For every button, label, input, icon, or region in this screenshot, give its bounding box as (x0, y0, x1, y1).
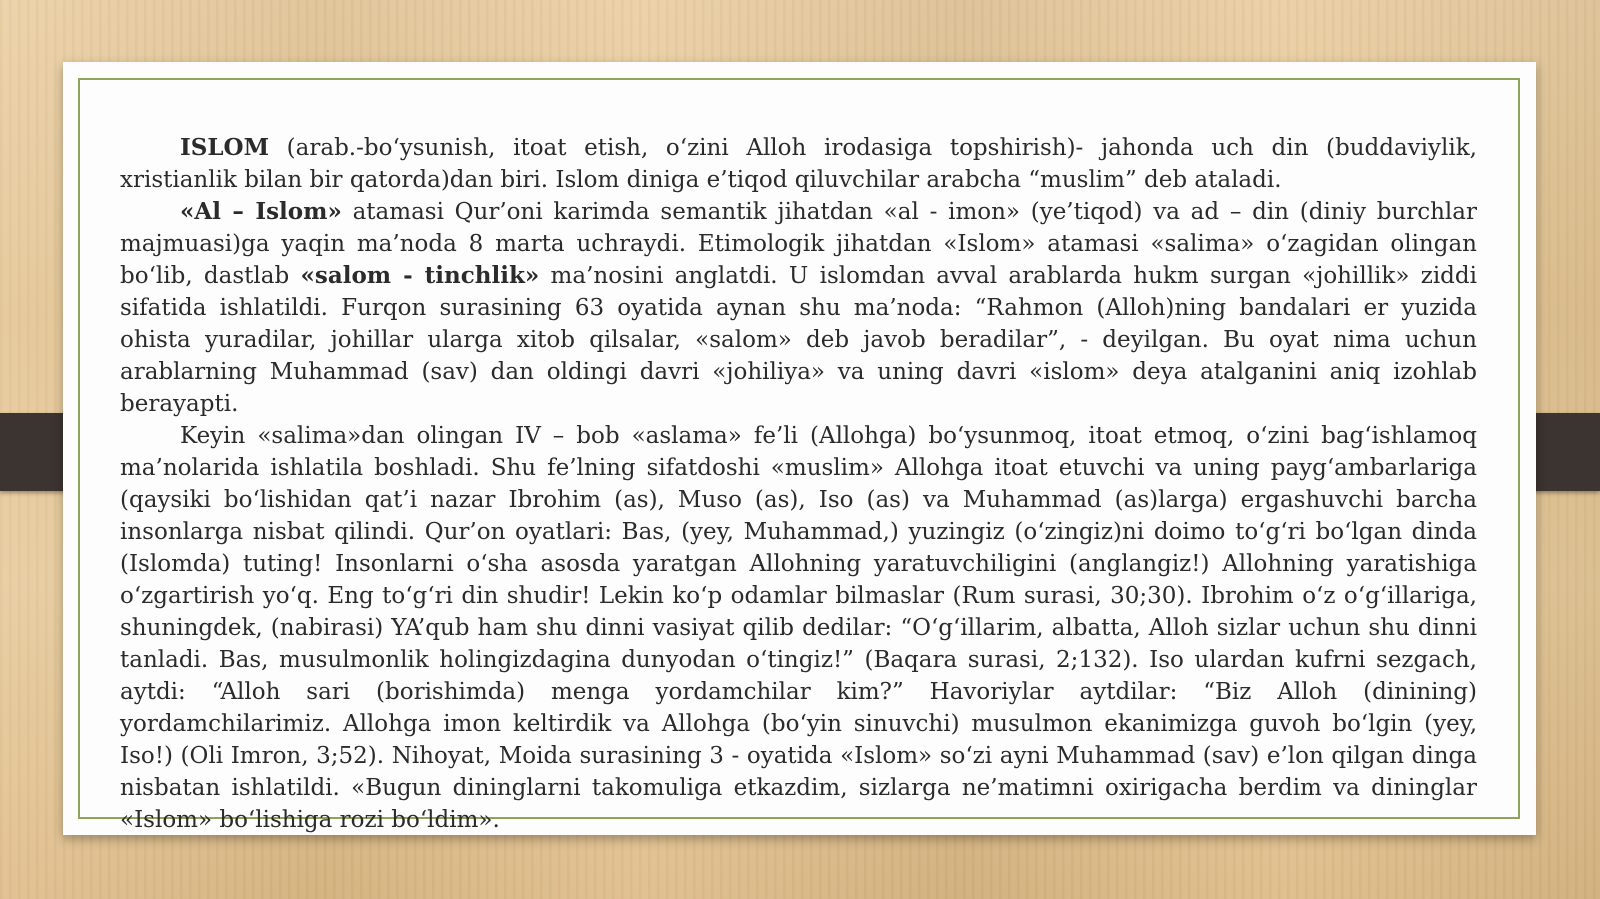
slide-body-text (120, 132, 1477, 836)
term-islom: ISLOM (180, 134, 270, 161)
paragraph-aslama (120, 420, 1477, 836)
paragraph-3-text: Keyin «salima»dan olingan IV – bob «aslama» fe’li (Allohga) bo‘ysunmoq, itoat etmoq, o‘zini bag‘ishlamoq ma’nolarida ishlatila boshladi. Shu fe’lning sifatdoshi «muslim» Allohga itoat etuvchi va uning payg‘ambarlariga (qaysiki bo‘lishidan qat’i nazar Ibrohim (as), Muso (as), Iso (as) va Muhammad (as)larga) ergashuvchi barcha insonlarga nisbat qilindi. Qur’on oyatlari: Bas, (yey, Muhammad,) yuzingiz (o‘zingiz)ni doimo to‘g‘ri bo‘lgan dinda (Islomda) tuting! Insonlarni o‘sha asosda yaratgan Allohning yaratuvchiligini (anglangiz!) Allohning yaratishiga o‘zgartirish yo‘q. Eng to‘g‘ri din shudir! Lekin ko‘p odamlar bilmaslar (Rum surasi, 30;30). Ibrohim o‘z o‘g‘illariga, shuningdek, (nabirasi) YA’qub ham shu dinni vasiyat qilib dedilar: “O‘g‘illarim, albatta, Alloh sizlar uchun shu dinni tanladi. Bas, musulmonlik holingizdagina dunyodan o‘tingiz!” (Baqara surasi, 2;132). Iso ulardan kufrni sezgach, aytdi: “Alloh sari (borishimda) menga yordamchilar kim?” Havoriylar aytdilar: “Biz Alloh (dinining) yordamchilarimiz. Allohga imon keltirdik va Allohga (bo‘yin sinuvchi) musulmon ekanimizga guvoh bo‘lgin (yey, Iso!) (Oli Imron, 3;52). Nihoyat, Moida surasining 3 - oyatida «Islom» so‘zi ayni Muhammad (sav) e’lon qilgan dinga nisbatan ishlatildi. «Bugun dininglarni takomuliga etkazdim, sizlarga ne’matimni oxirigacha berdim va dininglar «Islom» bo‘lishiga rozi bo‘ldim». (120, 423, 1477, 833)
term-al-islom: «Al – Islom» (180, 198, 342, 225)
paragraph-1-text: (arab.-bo‘ysunish, itoat etish, o‘zini Alloh irodasiga topshirish)- jahonda uch din (buddaviylik, xristianlik bilan bir qatorda)dan biri. Islom diniga e’tiqod qiluvchilar arabcha “muslim” deb ataladi. (120, 135, 1477, 193)
paragraph-islom-definition (120, 132, 1477, 196)
paragraph-2-text-a: atamasi Qur’oni karimda semantik jihatdan «al - imon» (ye’tiqod) va ad – din (diniy burchlar majmuasi)ga yaqin ma’noda 8 marta uchraydi. Etimologik jihatdan «Islom» atamasi «salima» o‘zagidan olingan bo‘lib, dastlab (120, 199, 1477, 289)
paragraph-2-text-b: ma’nosini anglatdi. U islomdan avval arablarda hukm surgan «johillik» ziddi sifatida ishlatildi. Furqon surasining 63 oyatida aynan shu ma’noda: “Rahmon (Alloh)ning bandalari er yuzida ohista yuradilar, johillar ularga xitob qilsalar, «salom» deb javob beradilar”, - deyilgan. Bu oyat nima uchun arablarning Muhammad (sav) dan oldingi davri «johiliya» va uning davri «islom» deya atalganini aniq izohlab berayapti. (120, 263, 1477, 417)
paragraph-al-islom (120, 196, 1477, 420)
term-salom-tinchlik: «salom - tinchlik» (300, 262, 540, 289)
